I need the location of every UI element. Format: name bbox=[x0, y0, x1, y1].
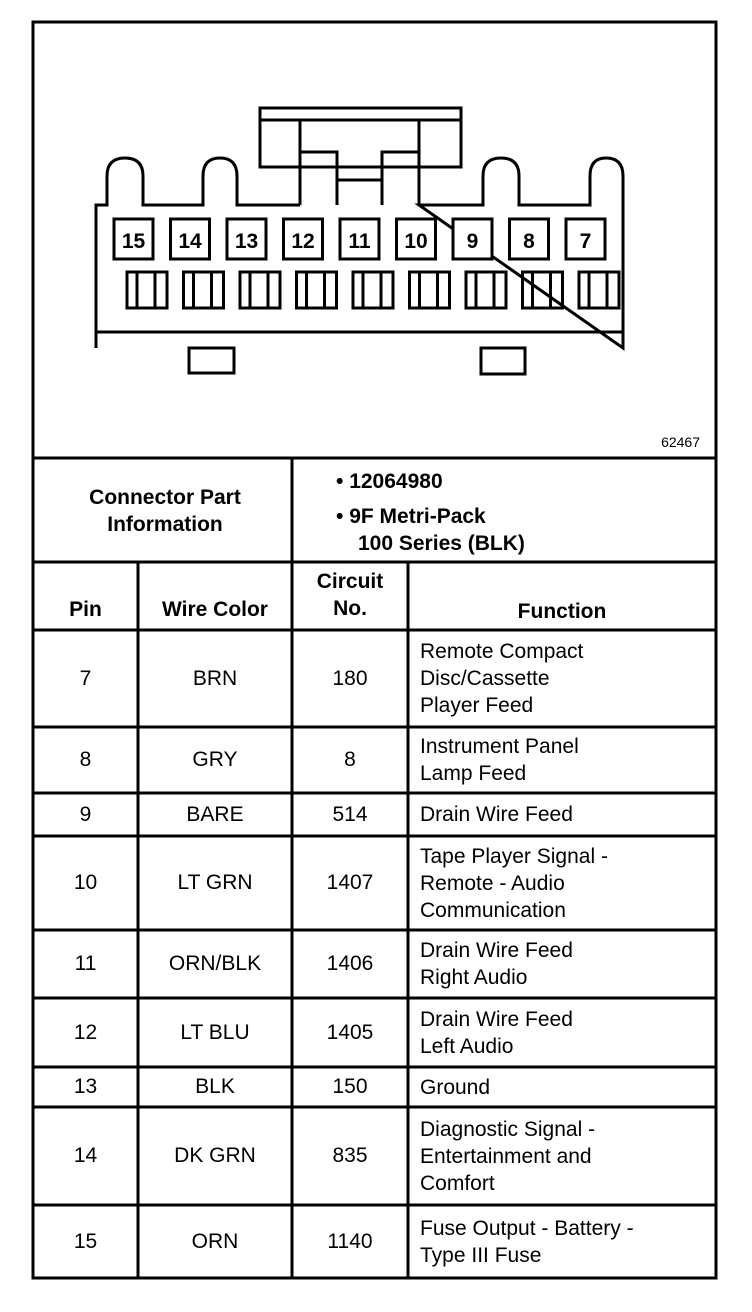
cavity-13 bbox=[227, 219, 266, 259]
wire-color-cell: GRY bbox=[192, 748, 238, 771]
connector-description: • 9F Metri-Pack 100 Series (BLK) bbox=[336, 505, 525, 555]
function-line: Remote Compact bbox=[420, 640, 584, 663]
circuit-cell: 835 bbox=[332, 1144, 368, 1167]
cavity-label: 12 bbox=[291, 230, 315, 253]
mounting-foot bbox=[481, 348, 525, 374]
pin-cell: 7 bbox=[79, 666, 92, 690]
wire-color-cell: BLK bbox=[195, 1075, 235, 1098]
label-line: Information bbox=[107, 513, 223, 536]
function-line: Diagnostic Signal - bbox=[420, 1117, 596, 1141]
pin-cell: 11 bbox=[74, 952, 97, 975]
function-line: Right Audio bbox=[420, 966, 528, 989]
circuit-cell: 1407 bbox=[326, 871, 374, 894]
function-cell bbox=[420, 1215, 634, 1269]
circuit-cell: 8 bbox=[344, 748, 356, 771]
terminal-slot bbox=[297, 272, 337, 308]
pin-cell: 12 bbox=[73, 1020, 98, 1044]
label-line: Connector Part bbox=[89, 486, 241, 509]
wire-color-cell: ORN/BLK bbox=[168, 952, 262, 975]
pin-cell: 13 bbox=[73, 1075, 98, 1098]
function-line: Disc/Cassette bbox=[420, 667, 550, 690]
terminal-slot bbox=[466, 272, 506, 308]
cavity-label: 14 bbox=[178, 230, 202, 253]
function-line: Comfort bbox=[420, 1171, 495, 1195]
cavity-label: 9 bbox=[466, 230, 479, 253]
cavity-label: 7 bbox=[579, 230, 592, 253]
circuit-cell: 1405 bbox=[326, 1020, 374, 1044]
wire-color-cell: BARE bbox=[186, 802, 244, 826]
function-line: Entertainment and bbox=[420, 1144, 592, 1168]
circuit-cell: 1406 bbox=[326, 952, 374, 975]
mounting-foot bbox=[189, 348, 234, 373]
header-wire-color: Wire Color bbox=[162, 598, 268, 621]
cavity-8 bbox=[510, 219, 549, 259]
cavity-label: 8 bbox=[523, 230, 535, 253]
function-cell bbox=[420, 733, 579, 787]
wire-color-cell: BRN bbox=[192, 666, 238, 690]
header-circuit bbox=[292, 568, 408, 622]
description-line: 100 Series (BLK) bbox=[358, 532, 525, 555]
function-cell bbox=[420, 1116, 595, 1197]
terminal-slot bbox=[353, 272, 393, 308]
cavity-label: 10 bbox=[404, 230, 428, 253]
part-number-value: 12064980 bbox=[349, 470, 443, 493]
function-line: Ground bbox=[420, 1075, 491, 1099]
pin-cell: 8 bbox=[79, 748, 92, 771]
function-line: Player Feed bbox=[420, 694, 534, 717]
function-cell bbox=[420, 1006, 573, 1060]
terminal-slot bbox=[240, 272, 280, 308]
connector-latch bbox=[260, 108, 461, 167]
header-pin: Pin bbox=[69, 598, 102, 621]
description-line: 9F Metri-Pack bbox=[349, 505, 486, 528]
header-function: Function bbox=[517, 600, 607, 623]
function-line: Remote - Audio bbox=[420, 871, 565, 895]
figure-number: 62467 bbox=[661, 434, 700, 450]
circuit-cell: 180 bbox=[332, 666, 368, 690]
function-line: Instrument Panel bbox=[420, 735, 579, 758]
wire-color-cell: DK GRN bbox=[174, 1144, 256, 1167]
connector-info-label bbox=[40, 484, 290, 538]
circuit-cell: 1140 bbox=[327, 1229, 373, 1253]
part-number: • 12064980 bbox=[336, 470, 443, 493]
wire-color-cell: LT GRN bbox=[177, 871, 253, 894]
wire-color-cell: LT BLU bbox=[180, 1020, 250, 1044]
pin-cell: 10 bbox=[73, 871, 98, 894]
cavity-11 bbox=[340, 219, 379, 259]
function-line: Fuse Output - Battery - bbox=[420, 1216, 634, 1240]
function-line: Type III Fuse bbox=[420, 1243, 542, 1267]
function-cell bbox=[420, 1074, 490, 1101]
cavity-10 bbox=[397, 219, 436, 259]
cavity-9 bbox=[453, 219, 492, 259]
circuit-cell: 150 bbox=[332, 1075, 368, 1098]
cavity-label: 11 bbox=[348, 230, 371, 253]
pin-cell: 14 bbox=[73, 1144, 98, 1167]
function-line: Drain Wire Feed bbox=[420, 803, 573, 826]
function-line: Left Audio bbox=[420, 1034, 514, 1058]
cavity-7 bbox=[566, 219, 605, 259]
function-cell bbox=[420, 843, 608, 924]
cavity-label: 13 bbox=[234, 230, 259, 253]
wire-color-cell: ORN bbox=[191, 1229, 239, 1253]
cavity-15 bbox=[114, 219, 153, 259]
function-cell bbox=[420, 937, 573, 991]
function-cell bbox=[420, 638, 583, 719]
function-line: Drain Wire Feed bbox=[420, 1007, 573, 1031]
function-line: Lamp Feed bbox=[420, 762, 527, 785]
terminal-slot bbox=[410, 272, 450, 308]
header-line: No. bbox=[333, 597, 367, 620]
cavity-label: 15 bbox=[121, 230, 146, 253]
function-cell bbox=[420, 801, 573, 828]
function-line: Drain Wire Feed bbox=[420, 939, 573, 962]
circuit-cell: 514 bbox=[332, 802, 368, 826]
cavity-12 bbox=[284, 219, 323, 259]
header-line: Circuit bbox=[316, 570, 384, 593]
function-line: Tape Player Signal - bbox=[420, 844, 608, 868]
cavity-14 bbox=[171, 219, 210, 259]
pin-cell: 15 bbox=[73, 1229, 98, 1253]
pin-cell: 9 bbox=[79, 802, 92, 826]
function-line: Communication bbox=[420, 898, 566, 922]
